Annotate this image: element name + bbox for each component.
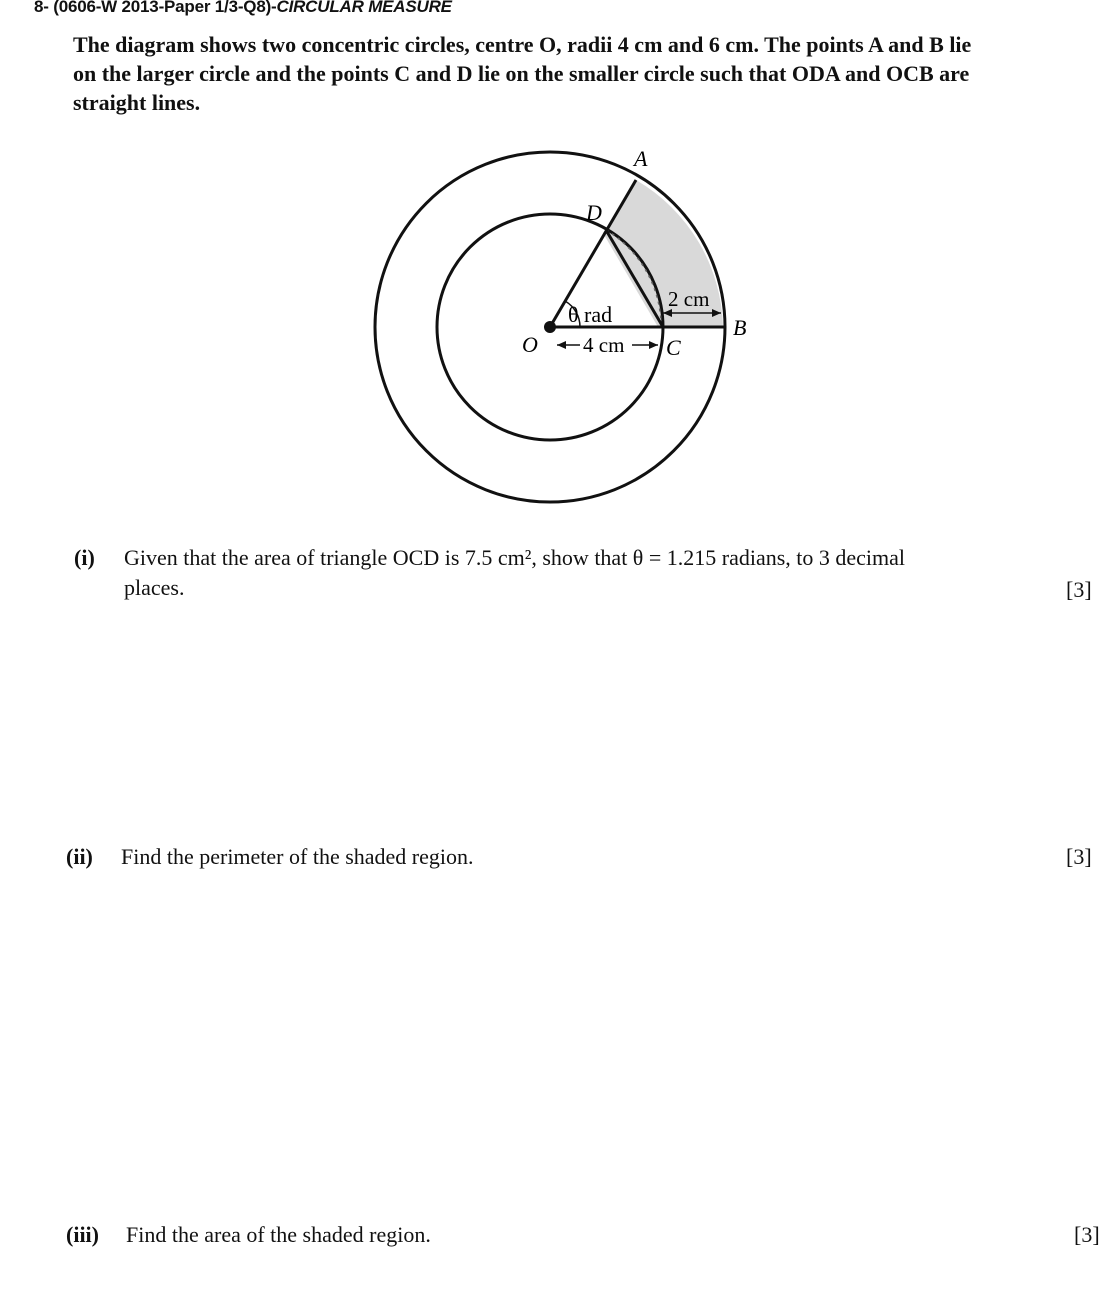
question-2-text: Find the perimeter of the shaded region. <box>121 844 474 869</box>
concentric-circles-diagram <box>0 0 1079 560</box>
question-1-marks: [3] <box>1066 577 1092 602</box>
question-1-text <box>124 543 905 603</box>
question-1-label: (i) <box>74 545 95 570</box>
header-prefix: 8- (0606-W 2013-Paper 1/3-Q8)- <box>34 0 277 16</box>
label-o: O <box>522 332 538 357</box>
label-a: A <box>634 146 648 171</box>
label-len-oc: 4 cm <box>583 333 625 357</box>
question-2-label: (ii) <box>66 844 93 869</box>
label-c: C <box>666 335 681 360</box>
question-3-text: Find the area of the shaded region. <box>126 1222 431 1247</box>
label-angle: θ rad <box>568 302 613 327</box>
question-2-marks: [3] <box>1066 844 1092 869</box>
question-1-line-2: places. <box>124 575 185 600</box>
question-3-marks: [3] <box>1074 1222 1100 1247</box>
dim-oc-left-arrow <box>557 341 566 349</box>
label-d: D <box>586 200 602 225</box>
dim-oc-right-arrow <box>649 341 658 349</box>
question-3-label: (iii) <box>66 1222 99 1247</box>
header-topic: CIRCULAR MEASURE <box>276 0 452 16</box>
centre-point <box>544 321 556 333</box>
question-1-line-1: Given that the area of triangle OCD is 7.5 cm², show that θ = 1.215 radians, to 3 decimal <box>124 545 906 570</box>
intro-line-3: straight lines. <box>73 90 201 115</box>
label-b: B <box>733 315 747 340</box>
intro-line-1: The diagram shows two concentric circles, centre O, radii 4 cm and 6 cm. The points A and B lie <box>73 32 972 57</box>
intro-line-2: on the larger circle and the points C and D lie on the smaller circle such that ODA and OCB are <box>73 61 970 86</box>
label-len-cb: 2 cm <box>668 287 710 311</box>
